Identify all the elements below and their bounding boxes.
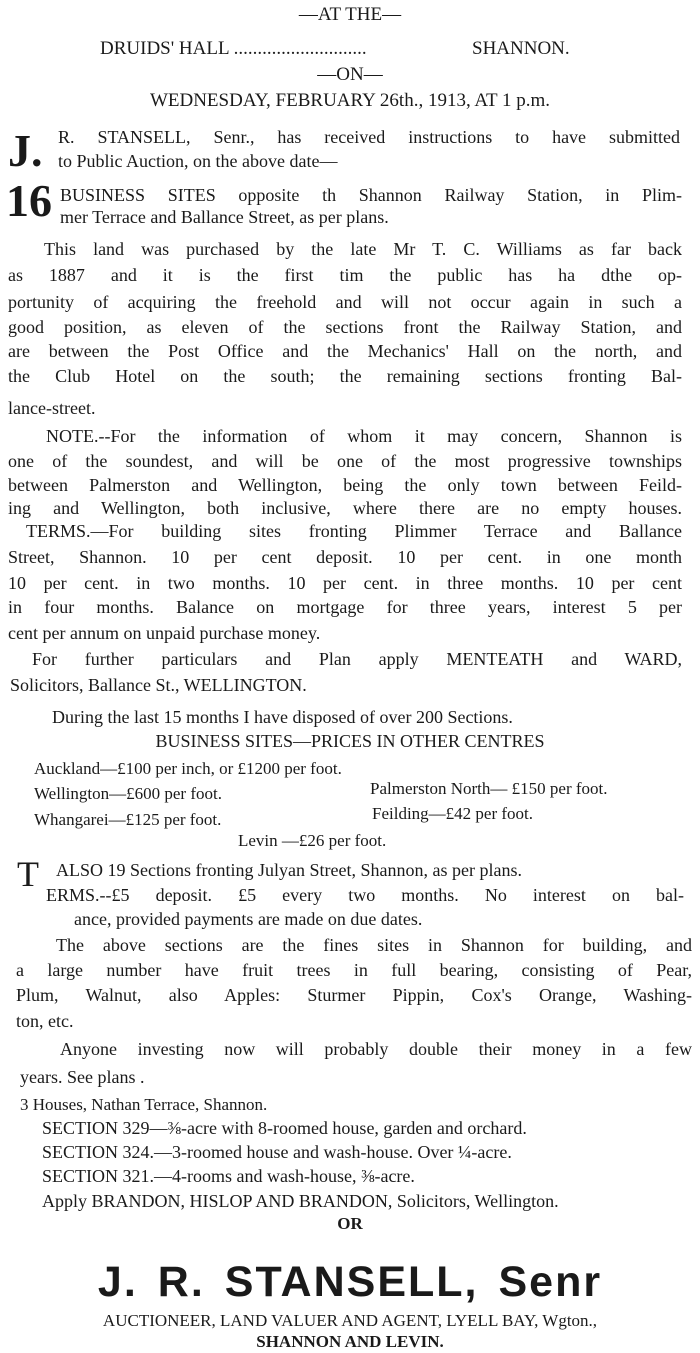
history-line-7: lance-street. [8,398,96,418]
auctioneer-role: AUCTIONEER, LAND VALUER AND AGENT, LYELL BAY, Wgton., [102,1311,598,1330]
signature-initial-j: J. [97,1258,138,1306]
terms-line-2: Street, Shannon. 10 per cent deposit. 10 per cent. in one month [8,547,682,567]
note-line-2: one of the soundest, and will be one of the most progressive townships [8,451,682,471]
sections-line-4: ton, etc. [16,1011,74,1031]
houses-title: 3 Houses, Nathan Terrace, Shannon. [20,1095,268,1114]
particulars-line-2: Solicitors, Ballance St., WELLINGTON. [10,675,307,695]
disposed-line: During the last 15 months I have disposed of over 200 Sections. [52,707,513,727]
terms-line-1: TERMS.—For building sites fronting Plimmer Terrace and Ballance [26,521,682,541]
signature-initial-r: R. [157,1258,205,1306]
price-whangarei: Whangarei—£125 per foot. [34,810,222,829]
or-separator: OR [337,1214,363,1233]
sections-line-3: Plum, Walnut, also Apples: Sturmer Pippin, Cox's Orange, Washing- [16,985,692,1005]
price-wellington: Wellington—£600 per foot. [34,784,222,803]
note-line-1: NOTE.--For the information of whom it may concern, Shannon is [46,426,682,446]
terms2-line-2: ance, provided payments are made on due dates. [74,909,423,929]
on-heading: —ON— [317,64,383,85]
terms-line-4: in four months. Balance on mortgage for three years, interest 5 per [8,597,682,617]
intro-line-1: R. STANSELL, Senr., has received instructions to have submitted [58,127,680,147]
terms2-line-1: ERMS.--£5 deposit. £5 every two months. No interest on bal- [46,885,684,905]
investing-line-1: Anyone investing now will probably double their money in a few [60,1039,692,1059]
at-the-heading: —AT THE— [298,4,402,25]
price-palmerston-north: Palmerston North— £150 per foot. [370,779,608,798]
price-feilding: Feilding—£42 per foot. [372,804,534,823]
section-324: SECTION 324.—3-roomed house and wash-house. Over ¼-acre. [42,1142,512,1162]
note-line-4: ing and Wellington, both inclusive, where there are no empty houses. [8,498,682,518]
investing-line-2: years. See plans . [20,1067,145,1087]
terms-line-3: 10 per cent. in two months. 10 per cent. in three months. 10 per cent [8,573,682,593]
auctioneer-locations: SHANNON AND LEVIN. [256,1332,444,1351]
section-321: SECTION 321.—4-rooms and wash-house, ⅜-acre. [42,1166,415,1186]
prices-heading: BUSINESS SITES—PRICES IN OTHER CENTRES [155,731,545,751]
venue-hall: DRUIDS' HALL ............................ [100,38,367,59]
history-line-5: are between the Post Office and the Mechanics' Hall on the north, and [8,341,682,361]
note-line-3: between Palmerston and Wellington, being the only town between Feild- [8,475,682,495]
terms2-dropcap: T [17,854,39,894]
history-line-1: This land was purchased by the late Mr T. C. Williams as far back [44,239,682,259]
signature-suffix: Senr [498,1258,603,1306]
business-line-1: BUSINESS SITES opposite th Shannon Railway Station, in Plim- [60,185,682,205]
apply-brandon: Apply BRANDON, HISLOP AND BRANDON, Solicitors, Wellington. [42,1191,559,1211]
terms-line-5: cent per annum on unpaid purchase money. [8,623,321,643]
history-line-4: good position, as eleven of the sections front the Railway Station, and [8,317,682,337]
auctioneer-name [0,1257,700,1307]
venue-town: SHANNON. [472,38,570,59]
signature-surname: STANSELL, [224,1258,479,1306]
intro-dropcap: J. [8,125,43,176]
business-line-2: mer Terrace and Ballance Street, as per plans. [60,207,389,227]
sections-line-2: a large number have fruit trees in full bearing, consisting of Pear, [16,960,692,980]
price-levin: Levin —£26 per foot. [238,831,387,850]
auction-date: WEDNESDAY, FEBRUARY 26th., 1913, AT 1 p.m. [149,90,551,111]
price-auckland: Auckland—£100 per inch, or £1200 per foot. [34,759,342,778]
history-line-2: as 1887 and it is the first tim the public has ha dthe op- [8,265,682,285]
business-count: 16 [6,175,52,226]
history-line-3: portunity of acquiring the freehold and will not occur again in such a [8,292,682,312]
intro-line-2: to Public Auction, on the above date— [58,151,338,171]
sections-line-1: The above sections are the fines sites in Shannon for building, and [56,935,692,955]
also-sections: ALSO 19 Sections fronting Julyan Street, Shannon, as per plans. [56,860,522,880]
section-329: SECTION 329—⅜-acre with 8-roomed house, garden and orchard. [42,1118,527,1138]
particulars-line-1: For further particulars and Plan apply MENTEATH and WARD, [32,649,682,669]
history-line-6: the Club Hotel on the south; the remaining sections fronting Bal- [8,366,682,386]
